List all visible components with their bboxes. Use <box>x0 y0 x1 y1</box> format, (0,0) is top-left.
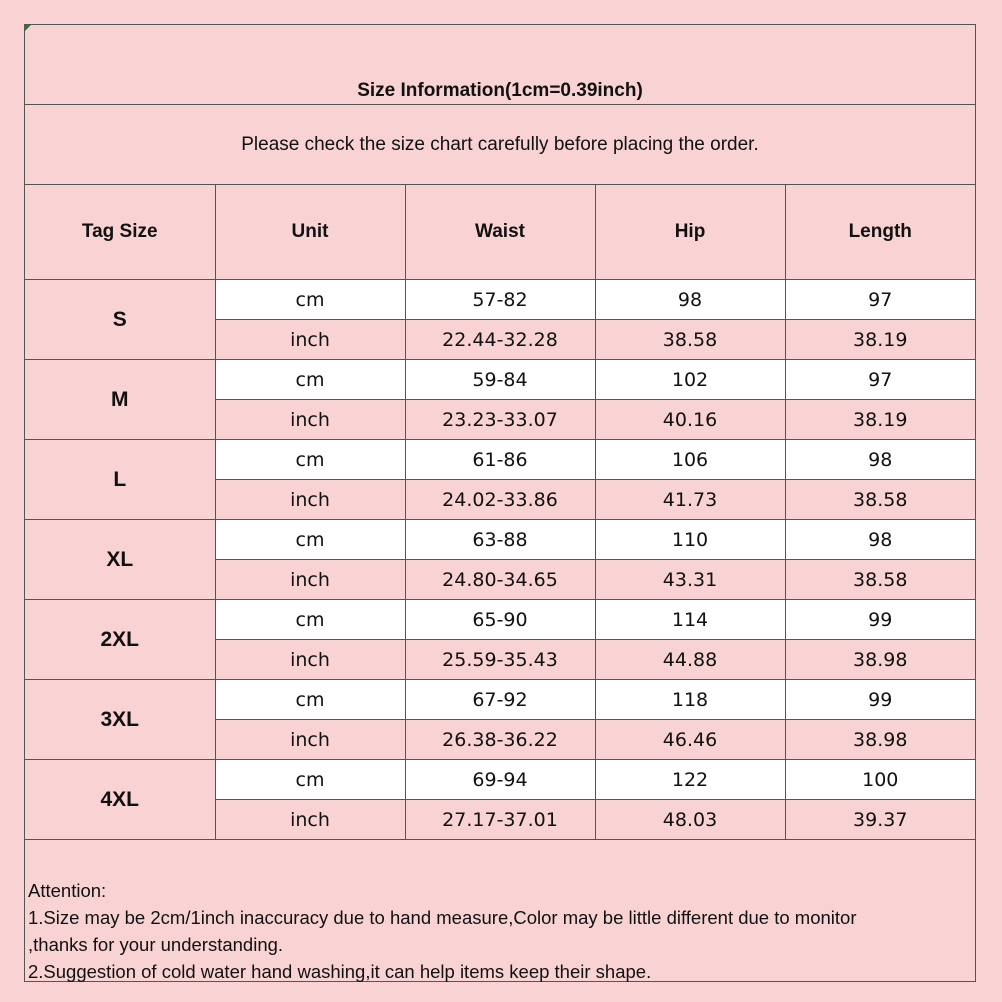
table-row <box>25 680 975 720</box>
hip-cell: 114 <box>595 600 785 640</box>
table-row <box>25 360 975 400</box>
length-cell: 97 <box>785 360 975 400</box>
header-row <box>25 185 975 280</box>
hip-cell: 98 <box>595 280 785 320</box>
hip-cell: 43.31 <box>595 560 785 600</box>
header-unit: Unit <box>215 185 405 280</box>
unit-cell: cm <box>215 760 405 800</box>
size-chart <box>24 24 976 982</box>
waist-cell: 63-88 <box>405 520 595 560</box>
waist-cell: 59-84 <box>405 360 595 400</box>
unit-cell: inch <box>215 480 405 520</box>
hip-cell: 40.16 <box>595 400 785 440</box>
tag-size-cell: XL <box>25 520 215 600</box>
length-cell: 99 <box>785 600 975 640</box>
length-cell: 39.37 <box>785 800 975 840</box>
unit-cell: inch <box>215 720 405 760</box>
hip-cell: 38.58 <box>595 320 785 360</box>
order-notice: Please check the size chart carefully before placing the order. <box>25 105 975 185</box>
length-cell: 99 <box>785 680 975 720</box>
header-tag-size: Tag Size <box>25 185 215 280</box>
hip-cell: 106 <box>595 440 785 480</box>
table-row <box>25 600 975 640</box>
length-cell: 97 <box>785 280 975 320</box>
unit-cell: cm <box>215 440 405 480</box>
length-cell: 38.98 <box>785 720 975 760</box>
unit-cell: inch <box>215 800 405 840</box>
waist-cell: 23.23-33.07 <box>405 400 595 440</box>
header-hip: Hip <box>595 185 785 280</box>
size-table <box>25 185 975 840</box>
length-cell: 100 <box>785 760 975 800</box>
length-cell: 38.58 <box>785 480 975 520</box>
hip-cell: 48.03 <box>595 800 785 840</box>
tag-size-cell: S <box>25 280 215 360</box>
table-row <box>25 440 975 480</box>
waist-cell: 67-92 <box>405 680 595 720</box>
waist-cell: 69-94 <box>405 760 595 800</box>
tag-size-cell: 2XL <box>25 600 215 680</box>
unit-cell: cm <box>215 360 405 400</box>
unit-cell: cm <box>215 680 405 720</box>
waist-cell: 61-86 <box>405 440 595 480</box>
length-cell: 38.19 <box>785 400 975 440</box>
waist-cell: 26.38-36.22 <box>405 720 595 760</box>
table-row <box>25 280 975 320</box>
length-cell: 38.58 <box>785 560 975 600</box>
unit-cell: cm <box>215 280 405 320</box>
hip-cell: 110 <box>595 520 785 560</box>
unit-cell: inch <box>215 400 405 440</box>
hip-cell: 44.88 <box>595 640 785 680</box>
tag-size-cell: M <box>25 360 215 440</box>
waist-cell: 27.17-37.01 <box>405 800 595 840</box>
waist-cell: 57-82 <box>405 280 595 320</box>
tag-size-cell: 3XL <box>25 680 215 760</box>
header-waist: Waist <box>405 185 595 280</box>
hip-cell: 41.73 <box>595 480 785 520</box>
waist-cell: 24.02-33.86 <box>405 480 595 520</box>
size-table-body <box>25 280 975 840</box>
unit-cell: cm <box>215 600 405 640</box>
table-row <box>25 520 975 560</box>
waist-cell: 65-90 <box>405 600 595 640</box>
attention-line: ,thanks for your understanding. <box>28 934 284 955</box>
unit-cell: inch <box>215 560 405 600</box>
header-length: Length <box>785 185 975 280</box>
waist-cell: 22.44-32.28 <box>405 320 595 360</box>
hip-cell: 118 <box>595 680 785 720</box>
waist-cell: 25.59-35.43 <box>405 640 595 680</box>
unit-cell: cm <box>215 520 405 560</box>
table-row <box>25 760 975 800</box>
attention-heading: Attention: <box>28 880 107 901</box>
waist-cell: 24.80-34.65 <box>405 560 595 600</box>
chart-title: Size Information(1cm=0.39inch) <box>25 25 975 105</box>
length-cell: 38.98 <box>785 640 975 680</box>
attention-line: 1.Size may be 2cm/1inch inaccuracy due to hand measure,Color may be little different due to monitor <box>28 907 857 928</box>
hip-cell: 46.46 <box>595 720 785 760</box>
length-cell: 98 <box>785 520 975 560</box>
length-cell: 38.19 <box>785 320 975 360</box>
hip-cell: 122 <box>595 760 785 800</box>
tag-size-cell: L <box>25 440 215 520</box>
length-cell: 98 <box>785 440 975 480</box>
unit-cell: inch <box>215 320 405 360</box>
attention-line: 2.Suggestion of cold water hand washing,it can help items keep their shape. <box>28 961 652 982</box>
hip-cell: 102 <box>595 360 785 400</box>
unit-cell: inch <box>215 640 405 680</box>
attention-notes <box>28 877 973 985</box>
tag-size-cell: 4XL <box>25 760 215 840</box>
